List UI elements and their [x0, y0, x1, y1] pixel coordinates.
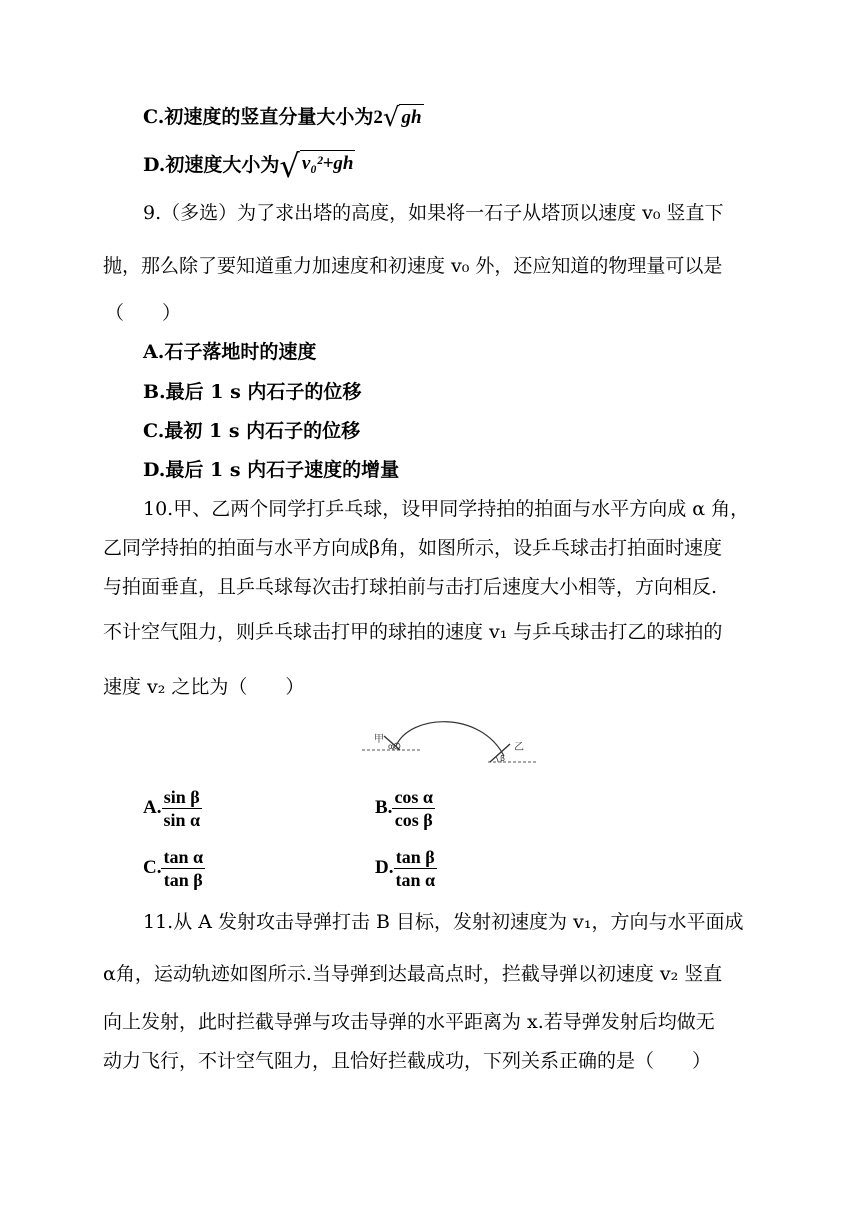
- q9-line1-text: 9.（多选）为了求出塔的高度，如果将一石子从塔顶以速度 v₀ 竖直下: [143, 202, 724, 224]
- fig-label-beta: β: [500, 754, 506, 763]
- q10-option-b-denominator: cos β: [394, 809, 433, 830]
- q8-option-d-text: D.初速度大小为: [143, 154, 280, 176]
- q10-option-a-fraction: [161, 787, 202, 830]
- q10-stem-line5: [103, 675, 304, 699]
- q9-stem-line3: [105, 301, 181, 325]
- q10-figure: [360, 712, 545, 770]
- q10-option-c-fraction: [161, 847, 205, 890]
- q10-option-b-label: B.: [375, 797, 393, 818]
- q10-line2-text: 乙同学持拍的拍面与水平方向成β角，如图所示，设乒乓球击打拍面时速度: [103, 537, 722, 559]
- fig-label-jia: 甲: [374, 734, 384, 745]
- q10-option-a: [143, 784, 202, 831]
- q10-option-c-denominator: tan β: [163, 869, 203, 890]
- q10-stem-line2: [103, 536, 722, 560]
- q11-line4-text: 动力飞行，不计空气阻力，且恰好拦截成功，下列关系正确的是（ ）: [103, 1050, 712, 1072]
- q10-option-b-numerator: cos α: [394, 786, 433, 807]
- q8-option-d-radicand: v₀²+gh: [300, 150, 356, 182]
- q10-option-c-label: C.: [143, 857, 162, 878]
- q10-option-a-numerator: sin β: [163, 786, 200, 807]
- q9-stem-line1: [143, 201, 724, 225]
- fig-label-alpha: α: [388, 742, 394, 751]
- q8-option-c: [143, 104, 424, 132]
- q9-line2-text: 抛，那么除了要知道重力加速度和初速度 v₀ 外，还应知道的物理量可以是: [103, 255, 723, 277]
- q8-option-d: [143, 147, 355, 185]
- q8-option-c-text: C.初速度的竖直分量大小为: [143, 106, 374, 128]
- q10-stem-line4: [103, 620, 722, 644]
- q9-option-b: [143, 380, 361, 404]
- q8-option-c-radicand: gh: [399, 104, 423, 132]
- angle-beta-arc: [496, 757, 498, 762]
- q10-stem-line1: [143, 497, 749, 521]
- q10-option-c: [143, 844, 205, 891]
- q11-stem-line1: [143, 910, 743, 934]
- q11-line3-text: 向上发射，此时拦截导弹与攻击导弹的水平距离为 x.若导弹发射后均做无: [103, 1011, 715, 1033]
- q9-option-d-text: D.最后 1 s 内石子速度的增量: [143, 459, 400, 481]
- q10-option-d-label: D.: [375, 857, 394, 878]
- q11-line2-text: α角，运动轨迹如图所示.当导弹到达最高点时，拦截导弹以初速度 v₂ 竖直: [103, 963, 723, 985]
- q10-line5-text: 速度 v₂ 之比为（ ）: [103, 676, 305, 698]
- q9-option-c: [143, 419, 360, 443]
- q9-line3-text: （ ）: [105, 302, 182, 324]
- q10-option-d-numerator: tan β: [395, 846, 435, 867]
- q11-stem-line4: [103, 1049, 711, 1073]
- q10-option-b: [375, 784, 435, 831]
- fig-label-yi: 乙: [514, 742, 524, 753]
- q9-option-a: [143, 340, 316, 364]
- q10-option-a-label: A.: [143, 797, 162, 818]
- q10-stem-line3: [103, 575, 717, 599]
- q10-option-d-fraction: [393, 847, 437, 890]
- q9-stem-line2: [103, 254, 722, 278]
- q11-stem-line2: [103, 962, 722, 986]
- q10-line4-text: 不计空气阻力，则乒乓球击打甲的球拍的速度 v₁ 与乒乓球击打乙的球拍的: [103, 621, 723, 643]
- q9-option-d: [143, 458, 399, 482]
- q11-stem-line3: [103, 1010, 715, 1034]
- q9-option-a-text: A.石子落地时的速度: [143, 341, 317, 363]
- sqrt-v0-gh: √ v₀²+gh: [279, 147, 354, 185]
- q10-option-a-denominator: sin α: [163, 809, 201, 830]
- q8-option-c-coef: 2: [373, 107, 383, 128]
- ball-trajectory: [396, 722, 504, 756]
- q11-line1-text: 11.从 A 发射攻击导弹打击 B 目标，发射初速度为 v₁，方向与水平面成: [143, 911, 744, 933]
- q10-option-d: [375, 844, 437, 891]
- q10-option-c-numerator: tan α: [163, 846, 204, 867]
- q10-option-b-fraction: [392, 787, 435, 830]
- q10-line1-text: 10.甲、乙两个同学打乒乓球，设甲同学持拍的拍面与水平方向成 α 角，: [143, 498, 750, 520]
- q10-line3-text: 与拍面垂直，且乒乓球每次击打球拍前与击打后速度大小相等，方向相反.: [103, 576, 718, 598]
- q9-option-b-text: B.最后 1 s 内石子的位移: [143, 381, 362, 403]
- q9-option-c-text: C.最初 1 s 内石子的位移: [143, 420, 361, 442]
- q10-option-d-denominator: tan α: [395, 869, 436, 890]
- sqrt-gh: √ gh: [382, 103, 422, 133]
